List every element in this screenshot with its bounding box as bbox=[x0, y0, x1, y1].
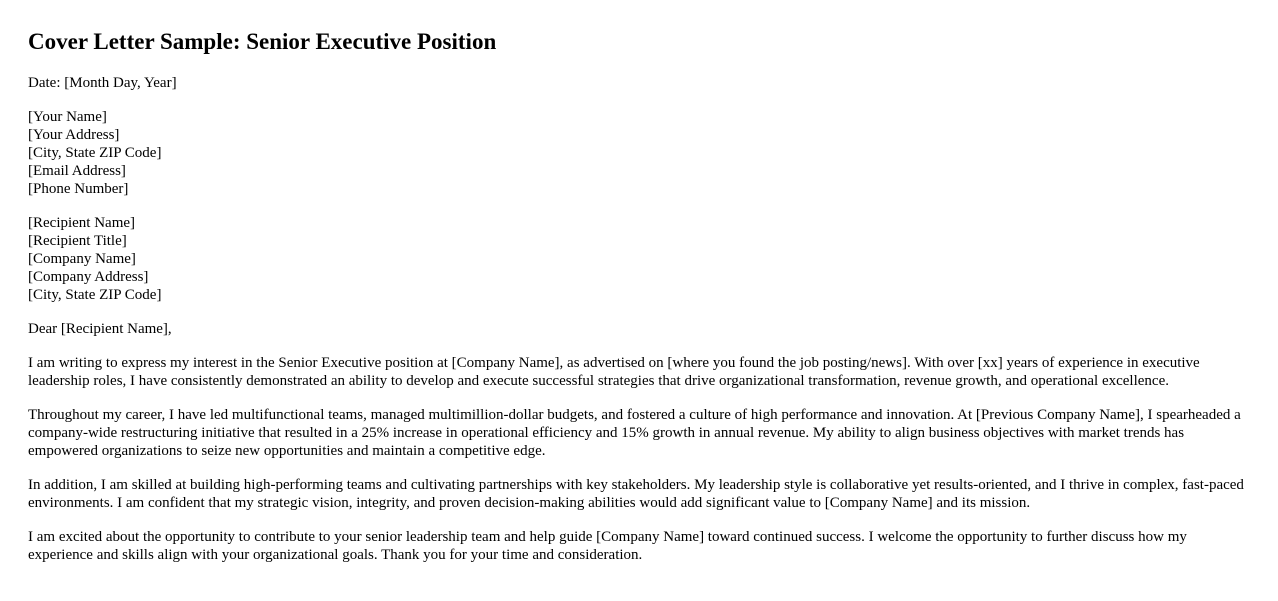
body-paragraph-closing: I am excited about the opportunity to contribute to your senior leadership team and help guide [Company Name] toward continued success. I welcome the opportunity to further discuss how my experience and skills align with your organizational goals. Thank you for your time and consideration. bbox=[28, 529, 1187, 563]
sender-email: [Email Address] bbox=[28, 163, 126, 179]
recipient-city-state-zip: [City, State ZIP Code] bbox=[28, 287, 162, 303]
date-line: Date: [Month Day, Year] bbox=[28, 75, 177, 91]
recipient-name: [Recipient Name] bbox=[28, 215, 136, 231]
recipient-title: [Recipient Title] bbox=[28, 233, 127, 249]
recipient-company-address: [Company Address] bbox=[28, 269, 149, 285]
sender-name: [Your Name] bbox=[28, 109, 107, 125]
sender-address: [Your Address] bbox=[28, 127, 120, 143]
sender-city-state-zip: [City, State ZIP Code] bbox=[28, 145, 162, 161]
recipient-block bbox=[28, 214, 1250, 304]
sender-phone: [Phone Number] bbox=[28, 181, 129, 197]
body-paragraph-skills: In addition, I am skilled at building high-performing teams and cultivating partnerships with key stakeholders. My leadership style is collaborative yet results-oriented, and I thrive in complex, fast-paced environments. I am confident that my strategic vision, integrity, and proven decision-making abilities would add significant value to [Company Name] and its mission. bbox=[28, 477, 1244, 511]
recipient-company: [Company Name] bbox=[28, 251, 136, 267]
sender-block bbox=[28, 108, 1250, 198]
page-title: Cover Letter Sample: Senior Executive Position bbox=[28, 29, 497, 54]
body-paragraph-intro: I am writing to express my interest in the Senior Executive position at [Company Name], as advertised on [where you found the job posting/news]. With over [xx] years of experience in executive leadership roles, I have consistently demonstrated an ability to develop and execute successful strategies that drive organizational transformation, revenue growth, and operational excellence. bbox=[28, 355, 1200, 389]
salutation: Dear [Recipient Name], bbox=[28, 321, 172, 337]
body-paragraph-career: Throughout my career, I have led multifunctional teams, managed multimillion-dollar budgets, and fostered a culture of high performance and innovation. At [Previous Company Name], I spearheaded a company-wide restructuring initiative that resulted in a 25% increase in operational efficiency and 15% growth in annual revenue. My ability to align business objectives with market trends has empowered organizations to seize new opportunities and maintain a competitive edge. bbox=[28, 407, 1241, 459]
